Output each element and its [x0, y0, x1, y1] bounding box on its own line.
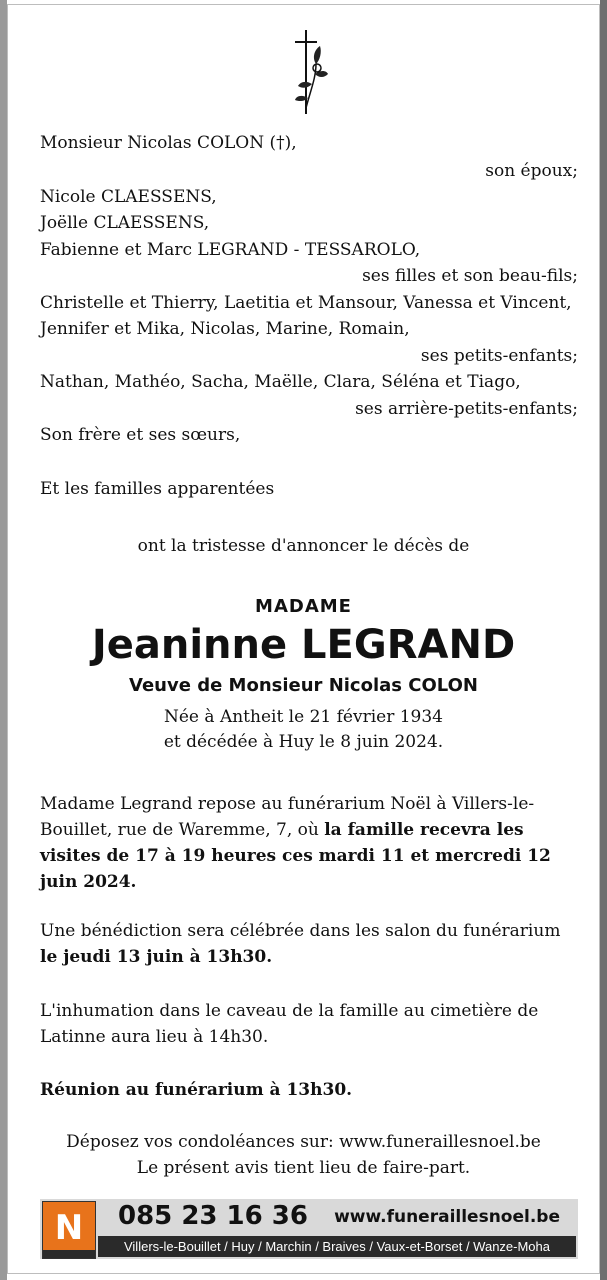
- announcement-line: ont la tristesse d'annoncer le décès de: [137, 536, 470, 556]
- deceased-title: MADAME: [255, 596, 352, 617]
- birth-line: Née à Antheit le 21 février 1934: [164, 707, 443, 727]
- right-edge: [600, 0, 607, 1280]
- locations-bar: Villers-le-Bouillet / Huy / Marchin / Braives / Vaux-et-Borset / Wanze-Moha: [98, 1236, 576, 1257]
- repose-bold-text: la famille recevra les visites de 17 à 19 heures ces mardi 11 et mercredi 12 juin 2024.: [40, 820, 551, 892]
- reunion-line: Réunion au funérarium à 13h30.: [40, 1080, 353, 1100]
- repose-paragraph: [40, 791, 580, 895]
- benediction-paragraph: [40, 918, 580, 970]
- phone-number: 085 23 16 36: [118, 1201, 308, 1231]
- cross-with-flower-icon: [286, 28, 330, 118]
- logo-band: [43, 1250, 95, 1258]
- daughter-1: Nicole CLAESSENS,: [40, 187, 217, 207]
- siblings-line: Son frère et ses sœurs,: [40, 425, 241, 445]
- condolences-line: Déposez vos condoléances sur: www.funeraillesnoel.be: [66, 1132, 541, 1152]
- daughters-role: ses filles et son beau-fils;: [362, 266, 578, 286]
- widow-of-line: Veuve de Monsieur Nicolas COLON: [129, 675, 478, 696]
- spouse-role: son époux;: [485, 161, 578, 181]
- repose-text: Madame Legrand repose au funérarium Noël à Villers-le-Bouillet, rue de Waremme, 7, où: [40, 794, 535, 840]
- daughter-3: Fabienne et Marc LEGRAND - TESSAROLO,: [40, 240, 421, 260]
- daughter-2: Joëlle CLAESSENS,: [40, 213, 210, 233]
- faire-part-line: Le présent avis tient lieu de faire-part.: [136, 1158, 471, 1178]
- great-grandchildren-line: Nathan, Mathéo, Sacha, Maëlle, Clara, Séléna et Tiago,: [40, 372, 521, 392]
- death-line: et décédée à Huy le 8 juin 2024.: [163, 732, 444, 752]
- spouse-line: Monsieur Nicolas COLON (†),: [40, 133, 297, 153]
- benediction-bold-text: le jeudi 13 juin à 13h30.: [40, 947, 273, 967]
- website-link[interactable]: www.funeraillesnoel.be: [334, 1207, 560, 1227]
- funeral-home-logo: [42, 1201, 96, 1259]
- deceased-name: Jeaninne LEGRAND: [91, 622, 516, 668]
- inhumation-paragraph: L'inhumation dans le caveau de la famille au cimetière de Latinne aura lieu à 14h30.: [40, 1001, 539, 1047]
- logo-letter: N: [54, 1208, 84, 1248]
- grandchildren-line-2: Jennifer et Mika, Nicolas, Marine, Romain,: [40, 319, 410, 339]
- benediction-text: Une bénédiction sera célébrée dans les salon du funérarium: [40, 921, 561, 941]
- grandchildren-role: ses petits-enfants;: [420, 346, 578, 366]
- funeral-home-banner: [40, 1199, 578, 1259]
- left-edge: [0, 0, 7, 1280]
- grandchildren-line-1: Christelle et Thierry, Laetitia et Mansour, Vanessa et Vincent,: [40, 293, 572, 313]
- great-grandchildren-role: ses arrière-petits-enfants;: [355, 399, 578, 419]
- relatives-line: Et les familles apparentées: [40, 479, 275, 499]
